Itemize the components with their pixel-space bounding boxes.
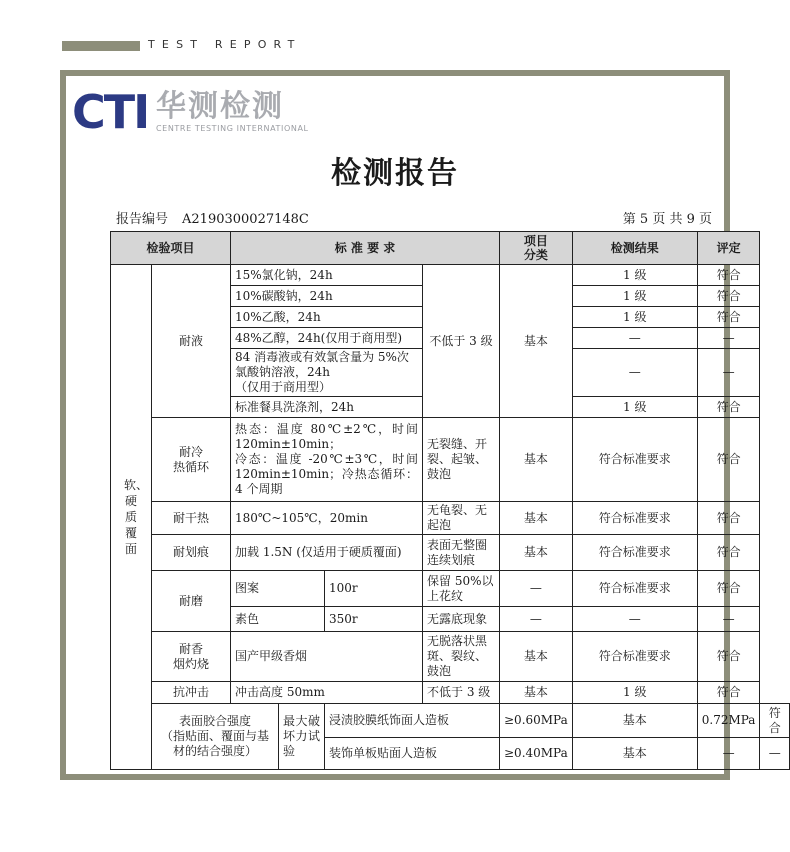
group-label: 软、 硬质 覆面 xyxy=(124,478,149,556)
report-number xyxy=(116,208,309,227)
header-accent-bar xyxy=(62,41,140,51)
liquid-judgment: 符合 xyxy=(697,397,760,418)
cold-heat-result: 符合标准要求 xyxy=(572,418,697,502)
abrasion-requirement: 无露底现象 xyxy=(423,607,500,632)
impact-judgment: 符合 xyxy=(697,682,760,704)
liquid-judgment: 符合 xyxy=(697,307,760,328)
cigarette-result: 符合标准要求 xyxy=(572,632,697,682)
report-number-value: A2190300027148C xyxy=(182,212,309,227)
scratch-result: 符合标准要求 xyxy=(572,535,697,571)
bond-category: 基本 xyxy=(572,738,697,770)
logo-chinese-name: 华测检测 xyxy=(156,89,284,124)
dry-heat-condition: 180℃~105℃，20min xyxy=(231,502,423,535)
impact-name: 抗冲击 xyxy=(152,682,231,704)
dry-heat-judgment: 符合 xyxy=(697,502,760,535)
cold-heat-name xyxy=(152,418,231,502)
cigarette-requirement: 无脱落状黑斑、裂纹、鼓泡 xyxy=(423,632,500,682)
liquid-result: — xyxy=(572,349,697,397)
table-row xyxy=(111,502,790,535)
bond-material: 浸渍胶膜纸饰面人造板 xyxy=(325,704,500,738)
dry-heat-name: 耐干热 xyxy=(152,502,231,535)
bond-name xyxy=(152,704,279,770)
liquid-condition: 10%乙酸，24h xyxy=(231,307,423,328)
liquid-judgment: 符合 xyxy=(697,265,760,286)
liquid-condition: 15%氯化钠，24h xyxy=(231,265,423,286)
liquid-category: 基本 xyxy=(500,265,573,418)
bond-result: — xyxy=(697,738,760,770)
liquid-result: 1 级 xyxy=(572,286,697,307)
scratch-judgment: 符合 xyxy=(697,535,760,571)
cold-heat-judgment: 符合 xyxy=(697,418,760,502)
table-row xyxy=(111,418,790,502)
cigarette-category: 基本 xyxy=(500,632,573,682)
abrasion-category: — xyxy=(500,571,573,607)
header-standard: 标 准 要 求 xyxy=(231,232,500,265)
liquid-condition: 48%乙醇，24h(仅用于商用型) xyxy=(231,328,423,349)
scratch-category: 基本 xyxy=(500,535,573,571)
abrasion-category: — xyxy=(500,607,573,632)
liquid-judgment: — xyxy=(697,328,760,349)
abrasion-judgment: — xyxy=(697,607,760,632)
liquid-condition: 10%碳酸钠，24h xyxy=(231,286,423,307)
abrasion-value: 100r xyxy=(325,571,423,607)
impact-category: 基本 xyxy=(500,682,573,704)
abrasion-sub: 素色 xyxy=(231,607,325,632)
liquid-result: 1 级 xyxy=(572,397,697,418)
liquid-result: 1 级 xyxy=(572,307,697,328)
bond-requirement: ≥0.60MPa xyxy=(500,704,573,738)
cigarette-judgment: 符合 xyxy=(697,632,760,682)
cold-heat-condition-text: 热态：温度 80℃±2℃，时间 120min±10min； 冷态：温度 -20℃±3℃，时间 120min±10min；冷热态循环：4 个周期 xyxy=(235,422,418,496)
header-result: 检测结果 xyxy=(572,232,697,265)
group-label-cell xyxy=(111,265,152,770)
cold-heat-condition xyxy=(231,418,423,502)
table-row xyxy=(111,682,790,704)
dry-heat-requirement: 无龟裂、无起泡 xyxy=(423,502,500,535)
table-row xyxy=(111,632,790,682)
bond-judgment: 符合 xyxy=(760,704,790,738)
scratch-name: 耐划痕 xyxy=(152,535,231,571)
bond-sub-name: 最大破坏力试验 xyxy=(279,704,325,770)
logo-brand: CTI xyxy=(72,85,149,139)
header-item: 检验项目 xyxy=(111,232,231,265)
dry-heat-result: 符合标准要求 xyxy=(572,502,697,535)
logo-english-name: CENTRE TESTING INTERNATIONAL xyxy=(156,124,309,133)
bond-category: 基本 xyxy=(572,704,697,738)
table-row xyxy=(111,571,790,607)
cigarette-name xyxy=(152,632,231,682)
abrasion-name: 耐磨 xyxy=(152,571,231,632)
header-judgment: 评定 xyxy=(697,232,760,265)
cigarette-name-text: 耐香 烟灼烧 xyxy=(172,641,209,671)
table-row xyxy=(111,265,790,286)
abrasion-requirement: 保留 50%以上花纹 xyxy=(423,571,500,607)
cold-heat-name-text: 耐冷 热循环 xyxy=(172,444,209,474)
header-category-text: 项目 分类 xyxy=(523,234,548,262)
test-results-table xyxy=(110,231,790,770)
bond-name-text: 表面胶合强度 （指贴面、覆面与基材的结合强度） xyxy=(160,714,269,758)
bond-material: 装饰单板贴面人造板 xyxy=(325,738,500,770)
table-row xyxy=(111,704,790,738)
liquid-condition xyxy=(231,349,423,397)
abrasion-sub: 图案 xyxy=(231,571,325,607)
abrasion-judgment: 符合 xyxy=(697,571,760,607)
liquid-condition-text: 84 消毒液或有效氯含量为 5%次氯酸钠溶液，24h （仅用于商用型） xyxy=(235,350,409,394)
liquid-result: 1 级 xyxy=(572,265,697,286)
table-header-row xyxy=(111,232,790,265)
dry-heat-category: 基本 xyxy=(500,502,573,535)
impact-result: 1 级 xyxy=(572,682,697,704)
scratch-condition: 加载 1.5N (仅适用于硬质覆面) xyxy=(231,535,423,571)
liquid-judgment: 符合 xyxy=(697,286,760,307)
abrasion-result: — xyxy=(572,607,697,632)
impact-requirement: 不低于 3 级 xyxy=(423,682,500,704)
liquid-condition: 标准餐具洗涤剂，24h xyxy=(231,397,423,418)
header-category xyxy=(500,232,573,265)
page-indicator: 第 5 页 共 9 页 xyxy=(622,212,712,227)
abrasion-result: 符合标准要求 xyxy=(572,571,697,607)
scratch-requirement: 表面无整圈连续划痕 xyxy=(423,535,500,571)
bond-result: 0.72MPa xyxy=(697,704,760,738)
cti-logo xyxy=(72,86,312,142)
cold-heat-category: 基本 xyxy=(500,418,573,502)
cigarette-condition: 国产甲级香烟 xyxy=(231,632,423,682)
bond-requirement: ≥0.40MPa xyxy=(500,738,573,770)
liquid-judgment: — xyxy=(697,349,760,397)
liquid-requirement: 不低于 3 级 xyxy=(423,265,500,418)
cold-heat-requirement: 无裂缝、开裂、起皱、鼓泡 xyxy=(423,418,500,502)
report-title: 检测报告 xyxy=(331,156,459,191)
liquid-name: 耐液 xyxy=(152,265,231,418)
impact-condition: 冲击高度 50mm xyxy=(231,682,423,704)
abrasion-value: 350r xyxy=(325,607,423,632)
table-row xyxy=(111,535,790,571)
banner-text: TEST REPORT xyxy=(148,38,302,51)
report-number-label: 报告编号 xyxy=(116,212,169,227)
liquid-result: — xyxy=(572,328,697,349)
bond-judgment: — xyxy=(760,738,790,770)
